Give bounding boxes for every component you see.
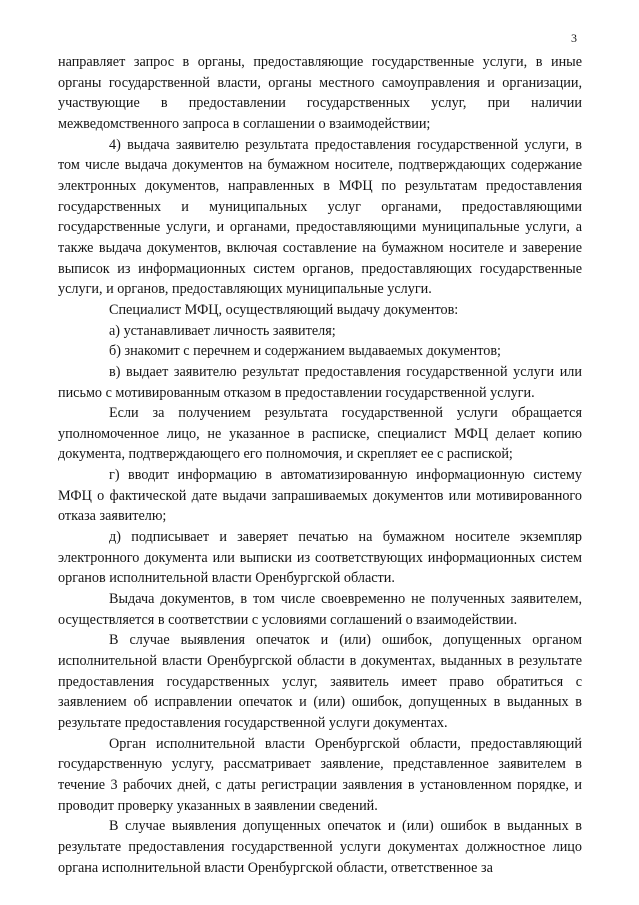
paragraph-request-to-agencies: направляет запрос в органы, предоставляющие государственные услуги, в иные органы государственной власти, органы местного самоуправления и организации, участвующие в предоставлении государственных услуг, при наличии межведомственного запроса в соглашении о взаимодействии; (58, 54, 582, 132)
paragraph-specialist-intro: Специалист МФЦ, осуществляющий выдачу документов: (109, 301, 459, 318)
paragraph-issuance-agreements: Выдача документов, в том числе своевременно не полученных заявителем, осуществляется в соответствии с условиями соглашений о взаимодействии. (58, 591, 582, 628)
paragraph-item-4-issuance: 4) выдача заявителю результата предоставления государственной услуги, в том числе выдача документов на бумажном носителе, подтверждающих содержание электронных документов, направленных в МФЦ по результатам предоставления государственных и муниципальных услуг органами, предоставляющими государственные услуги, и органами, предоставляющими муниципальные услуги, а также выдача документов, включая составление на бумажном носителе и заверение выписок из информационных систем органов, предоставляющих государственные услуги, и органов, предоставляющих муниципальные услуги. (58, 136, 582, 298)
list-item-d: д) подписывает и заверяет печатью на бумажном носителе экземпляр электронного документа или выписки из соответствующих информационных систем органов исполнительной власти Оренбургской области. (58, 529, 582, 587)
list-item-a: а) устанавливает личность заявителя; (109, 322, 336, 339)
list-item-g: г) вводит информацию в автоматизированную информационную систему МФЦ о фактической дате выдачи запрашиваемых документов или мотивированного отказа заявителю; (58, 467, 582, 525)
paragraph-authority-review: Орган исполнительной власти Оренбургской области, предоставляющий государственную услугу, рассматривает заявление, представленное заявителем в течение 3 рабочих дней, с даты регистрации заявления в установленном порядке, и проводит проверку указанных в заявлении сведений. (58, 735, 582, 814)
paragraph-authorized-person: Если за получением результата государственной услуги обращается уполномоченное лицо, не указанное в расписке, специалист МФЦ делает копию документа, подтверждающего его полномочия, и скрепляет ее с распиской; (58, 405, 582, 463)
list-item-b: б) знакомит с перечнем и содержанием выдаваемых документов; (109, 343, 501, 360)
page-number: 3 (571, 31, 577, 45)
list-item-v: в) выдает заявителю результат предоставления государственной услуги или письмо с мотивированным отказом в предоставлении государственной услуги. (58, 363, 582, 401)
paragraph-errors-correction: В случае выявления допущенных опечаток и (или) ошибок в выданных в результате предоставления государственной услуги документах должностное лицо органа исполнительной власти Оренбургской области, ответственное за (58, 818, 582, 876)
paragraph-errors-right: В случае выявления опечаток и (или) ошибок, допущенных органом исполнительной власти Оренбургской области в документах, выданных в результате предоставления государственных услуг, заявитель имеет право обратиться с заявлением об исправлении опечаток и (или) ошибок, допущенных в выданных в результате предоставления государственной услуги документах. (58, 632, 582, 731)
document-body (58, 52, 582, 878)
